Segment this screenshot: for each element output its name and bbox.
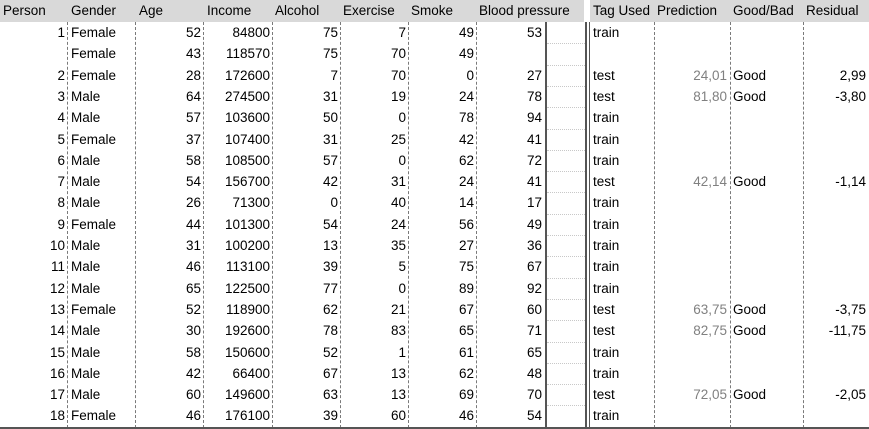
age-cell[interactable]: 52 [185,25,201,40]
good-bad-cell[interactable] [730,278,803,299]
header-tag-used[interactable]: Tag Used [593,3,651,18]
residual-cell[interactable]: -11,75 [828,323,866,339]
person-cell[interactable]: 8 [57,195,65,211]
alcohol-cell[interactable]: 67 [322,365,338,381]
prediction-cell[interactable] [654,192,730,213]
prediction-cell[interactable] [654,150,730,171]
good-bad-cell[interactable] [730,107,803,128]
tag-cell[interactable]: train [593,238,620,253]
tag-cell[interactable]: train [593,25,620,40]
alcohol-cell[interactable]: 52 [322,344,338,360]
income-cell[interactable]: 172600 [224,67,270,83]
gender-cell[interactable]: Female [71,67,117,83]
good-bad-cell[interactable] [730,363,803,384]
smoke-cell[interactable]: 0 [466,67,474,83]
residual-cell[interactable]: -3,75 [835,301,866,317]
row-gridline [547,320,585,321]
gender-cell[interactable]: Female [71,131,117,147]
income-cell[interactable]: 108500 [224,152,270,168]
alcohol-cell[interactable]: 13 [322,238,338,253]
prediction-cell[interactable] [654,214,730,235]
person-cell[interactable] [0,43,68,64]
tag-cell[interactable]: test [593,301,615,317]
prediction-cell[interactable] [654,405,730,426]
prediction-cell[interactable]: 24,01 [693,67,727,83]
tag-cell[interactable] [590,43,654,64]
prediction-cell[interactable] [654,342,730,363]
residual-cell[interactable] [803,342,869,363]
age-cell[interactable]: 58 [185,152,201,168]
alcohol-cell[interactable]: 31 [322,88,338,104]
alcohol-cell[interactable]: 75 [322,46,338,62]
income-cell[interactable]: 103600 [224,110,270,126]
smoke-cell[interactable]: 61 [458,344,474,360]
exercise-cell[interactable]: 5 [398,259,406,275]
blood-pressure-cell[interactable]: 27 [526,67,542,83]
residual-cell[interactable]: -2,05 [835,387,866,403]
header-prediction[interactable]: Prediction [657,3,718,18]
gridline [67,22,68,428]
alcohol-cell[interactable]: 63 [322,387,338,403]
header-income[interactable]: Income [207,3,252,18]
alcohol-cell[interactable]: 54 [322,216,338,232]
residual-cell[interactable]: -1,14 [835,174,866,190]
alcohol-cell[interactable]: 39 [322,259,338,275]
gender-cell[interactable]: Male [71,365,101,381]
gender-cell[interactable]: Female [71,408,117,424]
person-cell[interactable]: 13 [49,301,65,317]
income-cell[interactable]: 176100 [224,408,270,424]
smoke-cell[interactable]: 56 [458,216,474,232]
income-cell[interactable]: 192600 [224,323,270,339]
exercise-cell[interactable]: 40 [390,195,406,211]
blood-pressure-cell[interactable]: 41 [526,174,542,190]
income-cell[interactable]: 71300 [232,195,270,211]
blood-pressure-cell[interactable]: 60 [526,301,542,317]
person-cell[interactable]: 1 [57,25,65,40]
alcohol-cell[interactable]: 39 [322,408,338,424]
tag-cell[interactable]: train [593,110,620,126]
person-cell[interactable]: 11 [50,259,65,275]
exercise-cell[interactable]: 0 [398,152,406,168]
smoke-cell[interactable]: 24 [458,174,474,190]
tag-cell[interactable]: train [593,195,620,211]
row-gridline [547,384,585,385]
residual-cell[interactable] [803,43,869,64]
gridline [340,22,341,428]
exercise-cell[interactable]: 24 [390,216,406,232]
tag-cell[interactable]: train [593,216,620,232]
blood-pressure-cell[interactable]: 17 [526,195,542,211]
gender-cell[interactable]: Male [71,344,101,360]
person-cell[interactable]: 12 [49,280,65,296]
income-cell[interactable]: 118570 [225,46,270,62]
row-gridline [547,192,585,193]
row-gridline [547,342,585,343]
tag-cell[interactable]: train [593,152,620,168]
smoke-cell[interactable]: 14 [458,195,474,211]
header-residual[interactable]: Residual [806,3,859,18]
row-gridline [547,150,585,151]
gender-cell[interactable]: Male [71,174,101,190]
header-alcohol[interactable]: Alcohol [275,3,320,18]
exercise-cell[interactable]: 13 [390,365,406,381]
gridline [803,22,804,428]
smoke-cell[interactable]: 69 [458,387,474,403]
header-good-bad[interactable]: Good/Bad [733,3,794,18]
exercise-cell[interactable]: 35 [390,238,406,253]
age-cell[interactable]: 65 [185,280,201,296]
tag-cell[interactable]: test [593,88,615,104]
gender-cell[interactable]: Male [71,387,101,403]
smoke-cell[interactable]: 46 [458,408,474,424]
smoke-cell[interactable]: 89 [458,280,474,296]
alcohol-cell[interactable]: 62 [322,301,338,317]
prediction-cell[interactable] [654,235,730,256]
person-cell[interactable]: 5 [57,131,65,147]
smoke-cell[interactable]: 49 [458,46,474,62]
header-smoke[interactable]: Smoke [411,3,454,18]
blood-pressure-cell[interactable]: 78 [526,88,542,104]
gridline [203,22,204,428]
age-cell[interactable]: 42 [185,365,201,381]
gender-cell[interactable]: Male [71,280,101,296]
blood-pressure-cell[interactable]: 36 [526,238,542,253]
gender-cell[interactable]: Male [71,238,101,253]
row-gridline [547,171,585,172]
tag-cell[interactable]: test [593,323,615,339]
residual-cell[interactable]: 2,99 [839,67,866,83]
exercise-cell[interactable]: 83 [390,323,406,339]
blood-pressure-cell[interactable]: 53 [526,25,542,40]
prediction-cell[interactable] [654,107,730,128]
person-cell[interactable]: 14 [49,323,65,339]
gender-cell[interactable]: Male [71,88,101,104]
person-cell[interactable]: 6 [57,152,65,168]
good-bad-cell[interactable] [730,192,803,213]
gridline [730,22,731,428]
tag-cell[interactable]: train [593,280,620,296]
gridline [272,22,273,428]
prediction-cell[interactable] [654,363,730,384]
smoke-cell[interactable]: 62 [458,152,474,168]
good-bad-cell[interactable] [730,405,803,426]
smoke-cell[interactable]: 67 [458,301,474,317]
exercise-cell[interactable]: 0 [398,280,406,296]
smoke-cell[interactable]: 75 [458,259,474,275]
row-gridline [547,299,585,300]
gender-cell[interactable]: Female [71,25,117,40]
prediction-cell[interactable]: 63,75 [693,301,727,317]
income-cell[interactable]: 66400 [232,365,270,381]
alcohol-cell[interactable]: 42 [322,174,338,190]
prediction-cell[interactable]: 72,05 [693,387,727,403]
income-cell[interactable]: 156700 [224,174,270,190]
age-cell[interactable]: 54 [185,174,201,190]
exercise-cell[interactable]: 70 [390,46,406,62]
smoke-cell[interactable]: 27 [458,238,474,253]
income-cell[interactable]: 274500 [224,88,270,104]
prediction-cell[interactable] [654,43,730,64]
row-gridline [547,107,585,108]
row-gridline [547,235,585,236]
blood-pressure-cell[interactable]: 48 [526,365,542,381]
age-cell[interactable]: 30 [185,323,201,339]
exercise-cell[interactable]: 0 [398,110,406,126]
prediction-cell[interactable] [654,22,730,43]
row-gridline [547,214,585,215]
tag-cell[interactable]: test [593,387,615,403]
good-bad-cell[interactable] [730,342,803,363]
income-cell[interactable]: 107400 [224,131,270,147]
person-cell[interactable]: 2 [57,67,65,83]
gender-cell[interactable]: Male [71,152,101,168]
alcohol-cell[interactable]: 31 [322,131,338,147]
row-gridline [547,256,585,257]
blood-pressure-cell[interactable] [477,43,545,64]
blood-pressure-cell[interactable]: 65 [526,344,542,360]
residual-cell[interactable] [803,363,869,384]
income-cell[interactable]: 100200 [224,238,270,253]
row-gridline [547,43,585,44]
residual-cell[interactable] [803,107,869,128]
good-bad-cell[interactable] [730,22,803,43]
exercise-cell[interactable]: 21 [390,301,406,317]
person-cell[interactable]: 9 [57,216,65,232]
alcohol-cell[interactable]: 77 [322,280,338,296]
gender-cell[interactable]: Female [71,46,117,62]
smoke-cell[interactable]: 62 [458,365,474,381]
person-cell[interactable]: 3 [57,88,65,104]
residual-cell[interactable] [803,192,869,213]
blank-column-right-border [585,22,587,428]
age-cell[interactable]: 28 [185,67,201,83]
smoke-cell[interactable]: 42 [458,131,474,147]
row-gridline [547,65,585,66]
tag-cell[interactable]: test [593,67,615,83]
smoke-cell[interactable]: 49 [458,25,474,40]
gender-cell[interactable]: Female [71,216,117,232]
gridline [654,22,655,428]
blood-pressure-cell[interactable]: 71 [526,323,542,339]
gender-cell[interactable]: Female [71,301,117,317]
prediction-cell[interactable] [654,278,730,299]
gender-cell[interactable]: Male [71,323,101,339]
row-gridline [547,86,585,87]
income-cell[interactable]: 150600 [224,344,270,360]
header-gender[interactable]: Gender [71,3,117,18]
good-bad-cell[interactable]: Good [733,88,767,104]
income-cell[interactable]: 84800 [232,25,270,40]
smoke-cell[interactable]: 78 [458,110,474,126]
age-cell[interactable]: 57 [185,110,201,126]
tag-cell[interactable]: train [593,131,620,147]
exercise-cell[interactable]: 25 [390,131,406,147]
alcohol-cell[interactable]: 50 [322,110,338,126]
blood-pressure-cell[interactable]: 49 [526,216,542,232]
header-age[interactable]: Age [139,3,164,18]
good-bad-cell[interactable] [730,256,803,277]
income-cell[interactable]: 122500 [224,280,270,296]
gridline [135,22,136,428]
residual-cell[interactable] [803,214,869,235]
alcohol-cell[interactable]: 78 [322,323,338,339]
good-bad-cell[interactable]: Good [733,174,767,190]
person-cell[interactable]: 16 [49,365,65,381]
header-person[interactable]: Person [3,3,46,18]
alcohol-cell[interactable]: 7 [330,67,338,83]
residual-cell[interactable] [803,22,869,43]
alcohol-cell[interactable]: 0 [330,195,338,211]
row-gridline [547,129,585,130]
blood-pressure-cell[interactable]: 70 [526,387,542,403]
age-cell[interactable]: 31 [185,238,201,253]
prediction-cell[interactable] [654,256,730,277]
exercise-cell[interactable]: 7 [398,25,406,40]
tag-cell[interactable]: train [593,408,620,424]
blank-column-left-border [545,22,547,428]
residual-cell[interactable] [803,129,869,150]
good-bad-cell[interactable]: Good [733,301,767,317]
good-bad-cell[interactable] [730,129,803,150]
person-cell[interactable]: 17 [49,387,65,403]
good-bad-cell[interactable] [730,214,803,235]
blood-pressure-cell[interactable]: 54 [526,408,542,424]
exercise-cell[interactable]: 60 [390,408,406,424]
age-cell[interactable]: 58 [185,344,201,360]
income-cell[interactable]: 118900 [225,301,270,317]
prediction-cell[interactable]: 42,14 [693,174,727,190]
prediction-cell[interactable]: 81,80 [693,88,727,104]
exercise-cell[interactable]: 1 [398,344,406,360]
smoke-cell[interactable]: 24 [458,88,474,104]
age-cell[interactable]: 44 [185,216,201,232]
residual-cell[interactable] [803,405,869,426]
exercise-cell[interactable]: 19 [390,88,406,104]
age-cell[interactable]: 60 [185,387,201,403]
gridline [408,22,409,428]
income-cell[interactable]: 101300 [224,216,270,232]
exercise-cell[interactable]: 31 [390,174,406,190]
income-cell[interactable]: 149600 [224,387,270,403]
residual-cell[interactable]: -3,80 [835,88,866,104]
tag-cell[interactable]: train [593,365,620,381]
residual-cell[interactable] [803,235,869,256]
good-bad-cell[interactable]: Good [733,387,767,403]
alcohol-cell[interactable]: 75 [322,25,338,40]
age-cell[interactable]: 64 [185,88,201,104]
gender-cell[interactable]: Male [71,259,101,275]
tag-cell[interactable]: train [593,344,620,360]
person-cell[interactable]: 10 [49,238,65,253]
header-exercise[interactable]: Exercise [343,3,395,18]
blood-pressure-cell[interactable]: 67 [526,259,542,275]
age-cell[interactable]: 46 [185,408,201,424]
good-bad-cell[interactable] [730,43,803,64]
prediction-cell[interactable]: 82,75 [693,323,727,339]
blood-pressure-cell[interactable]: 41 [526,131,542,147]
person-cell[interactable]: 7 [57,174,65,190]
age-cell[interactable]: 52 [185,301,201,317]
age-cell[interactable]: 26 [185,195,201,211]
good-bad-cell[interactable]: Good [733,67,767,83]
tag-cell[interactable]: test [593,174,615,190]
blood-pressure-cell[interactable]: 94 [526,110,542,126]
good-bad-cell[interactable] [730,150,803,171]
gender-cell[interactable]: Male [71,110,101,126]
residual-cell[interactable] [803,150,869,171]
alcohol-cell[interactable]: 57 [322,152,338,168]
person-cell[interactable]: 4 [57,110,65,126]
header-blood-pressure[interactable]: Blood pressure [479,3,570,18]
exercise-cell[interactable]: 70 [390,67,406,83]
row-gridline [547,278,585,279]
blood-pressure-cell[interactable]: 72 [526,152,542,168]
person-cell[interactable]: 15 [49,344,65,360]
blood-pressure-cell[interactable]: 92 [526,280,542,296]
age-cell[interactable]: 43 [185,46,201,62]
residual-cell[interactable] [803,256,869,277]
prediction-cell[interactable] [654,129,730,150]
smoke-cell[interactable]: 65 [458,323,474,339]
residual-cell[interactable] [803,278,869,299]
age-cell[interactable]: 46 [185,259,201,275]
right-table-border [589,22,590,428]
gender-cell[interactable]: Male [71,195,101,211]
good-bad-cell[interactable] [730,235,803,256]
income-cell[interactable]: 113100 [225,259,270,275]
age-cell[interactable]: 37 [185,131,201,147]
gridline [476,22,477,428]
tag-cell[interactable]: train [593,259,620,275]
row-gridline [547,405,585,406]
exercise-cell[interactable]: 13 [390,387,406,403]
row-gridline [547,363,585,364]
good-bad-cell[interactable]: Good [733,323,767,339]
person-cell[interactable]: 18 [49,408,65,424]
